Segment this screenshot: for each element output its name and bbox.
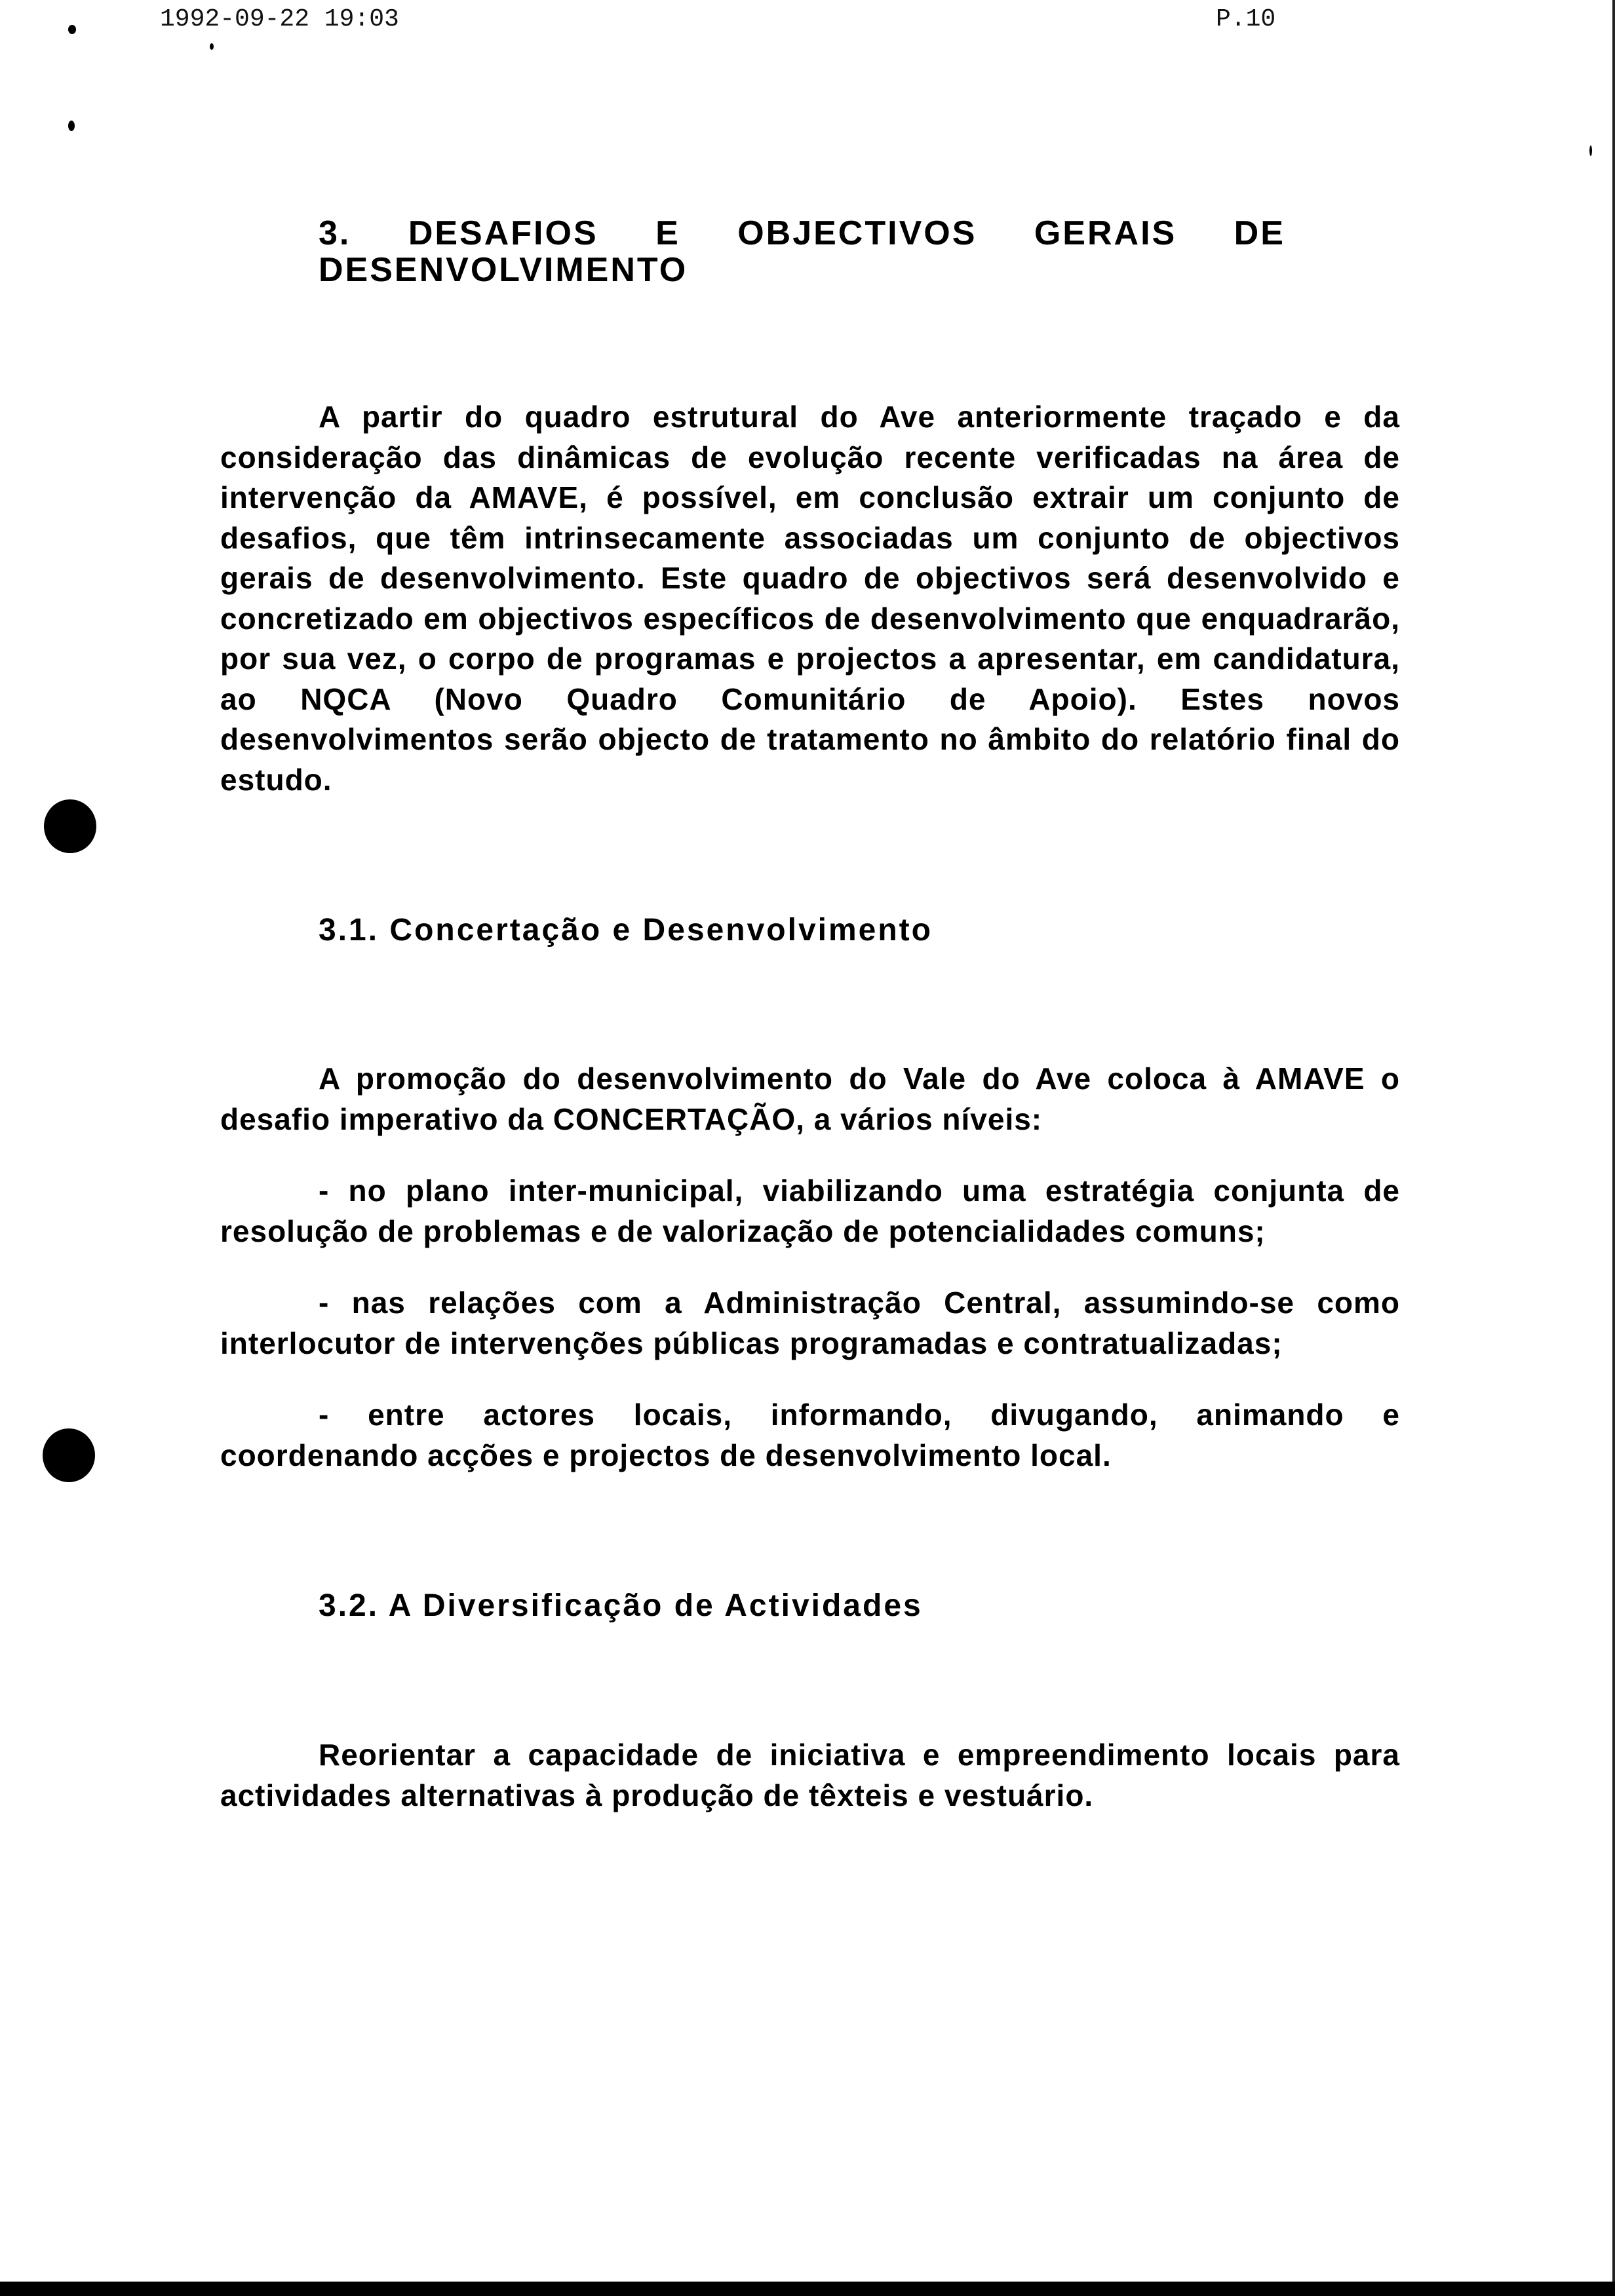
chapter-title: 3. DESAFIOS E OBJECTIVOS GERAIS DE DESENVOLVIMENTO [319,214,1285,289]
section-3-1-intro: A promoção do desenvolvimento do Vale do Ave coloca à AMAVE o desafio imperativo da CONCERTAÇÃO, a vários níveis: [220,1062,1400,1136]
section-3-2-heading: 3.2. A Diversificação de Actividades [319,1588,923,1623]
scan-edge-bottom [0,2282,1615,2296]
scan-speck [210,43,214,50]
scan-speck [68,25,76,34]
fax-page-number: P.10 [1216,5,1276,33]
chapter-intro-paragraph: A partir do quadro estrutural do Ave anteriormente traçado e da consideração das dinâmicas de evolução recente verificadas na área de intervenção da AMAVE, é possível, em conclusão extrair um conjunto de desafios, que têm intrinsecamente associadas um conjunto de objectivos gerais de desenvolvimento. Este quadro de objectivos será desenvolvido e concretizado em objectivos específicos de desenvolvimento que enquadrarão, por sua vez, o corpo de programas e projectos a apresentar, em candidatura, ao NQCA (Novo Quadro Comunitário de Apoio). Estes novos desenvolvimentos serão objecto de tratamento no âmbito do relatório final do estudo. [220,400,1400,797]
section-3-2-paragraph: Reorientar a capacidade de iniciativa e empreendimento locais para actividades alternativas à produção de têxteis e vestuário. [220,1738,1400,1812]
document-body [220,215,1400,1816]
fax-timestamp: 1992-09-22 19:03 [160,5,399,33]
section-3-1-heading: 3.1. Concertação e Desenvolvimento [319,913,933,947]
scan-edge-right [1612,0,1615,2296]
list-item: - nas relações com a Administração Central, assumindo-se como interlocutor de intervenções públicas programadas e contratualizadas; [220,1286,1400,1360]
list-item: - no plano inter-municipal, viabilizando uma estratégia conjunta de resolução de problemas e de valorização de potencialidades comuns; [220,1174,1400,1248]
list-item: - entre actores locais, informando, divugando, animando e coordenando acções e projectos de desenvolvimento local. [220,1398,1400,1472]
punch-hole-top [44,799,96,853]
scan-speck [1589,145,1592,156]
scan-speck [68,121,75,131]
punch-hole-bottom [43,1428,95,1482]
